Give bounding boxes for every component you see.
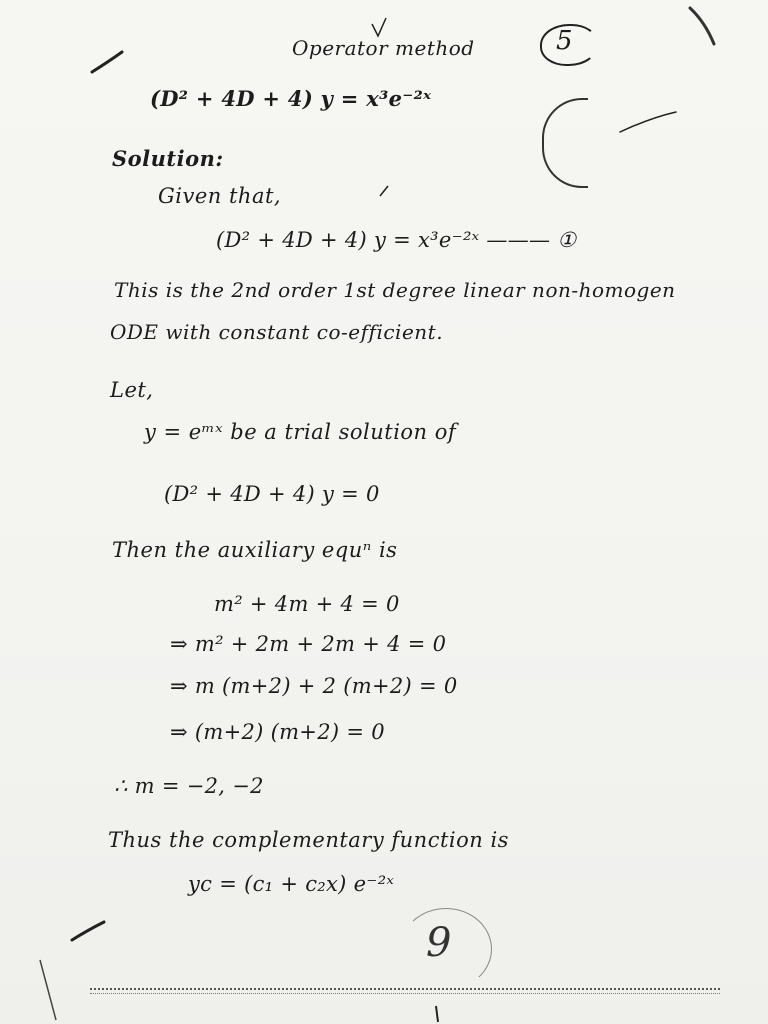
- given-label: Given that,: [158, 184, 282, 208]
- given-equation: (D² + 4D + 4) y = x³e⁻²ˣ ——— ①: [216, 228, 577, 252]
- stamp-digit: 9: [426, 920, 452, 966]
- cf-equation: yc = (c₁ + c₂x) e⁻²ˣ: [188, 872, 395, 896]
- pen-stroke-left-edge: [40, 960, 56, 1020]
- pen-stroke-top-right: [690, 8, 714, 44]
- tick-mark-given: [380, 186, 388, 196]
- pen-stroke-top-left: [92, 52, 122, 72]
- bottom-tick: [436, 1006, 438, 1022]
- description-line-2: ODE with constant co-efficient.: [110, 320, 444, 344]
- pen-stroke-bottom-left: [72, 922, 104, 940]
- page-title: Operator method: [292, 36, 475, 60]
- trial-solution-line: y = eᵐˣ be a trial solution of: [144, 420, 457, 444]
- cf-intro: Thus the complementary function is: [108, 828, 509, 852]
- aux-step-3: ⇒ m (m+2) + 2 (m+2) = 0: [170, 674, 458, 698]
- aux-step-2: ⇒ m² + 2m + 2m + 4 = 0: [170, 632, 447, 656]
- homogeneous-equation: (D² + 4D + 4) y = 0: [164, 482, 380, 506]
- description-line-1: This is the 2nd order 1st degree linear non-homogen: [114, 278, 676, 302]
- roots-line: ∴ m = −2, −2: [114, 774, 264, 798]
- aux-step-4: ⇒ (m+2) (m+2) = 0: [170, 720, 385, 744]
- tick-mark-title: [372, 18, 386, 36]
- auxiliary-intro: Then the auxiliary equⁿ is: [112, 538, 398, 562]
- let-label: Let,: [110, 378, 154, 402]
- page-number: 5: [556, 26, 573, 56]
- aux-step-1: m² + 4m + 4 = 0: [214, 592, 400, 616]
- problem-equation: (D² + 4D + 4) y = x³e⁻²ˣ: [150, 86, 432, 111]
- solution-heading: Solution:: [112, 146, 224, 171]
- pen-stroke-right: [620, 112, 676, 132]
